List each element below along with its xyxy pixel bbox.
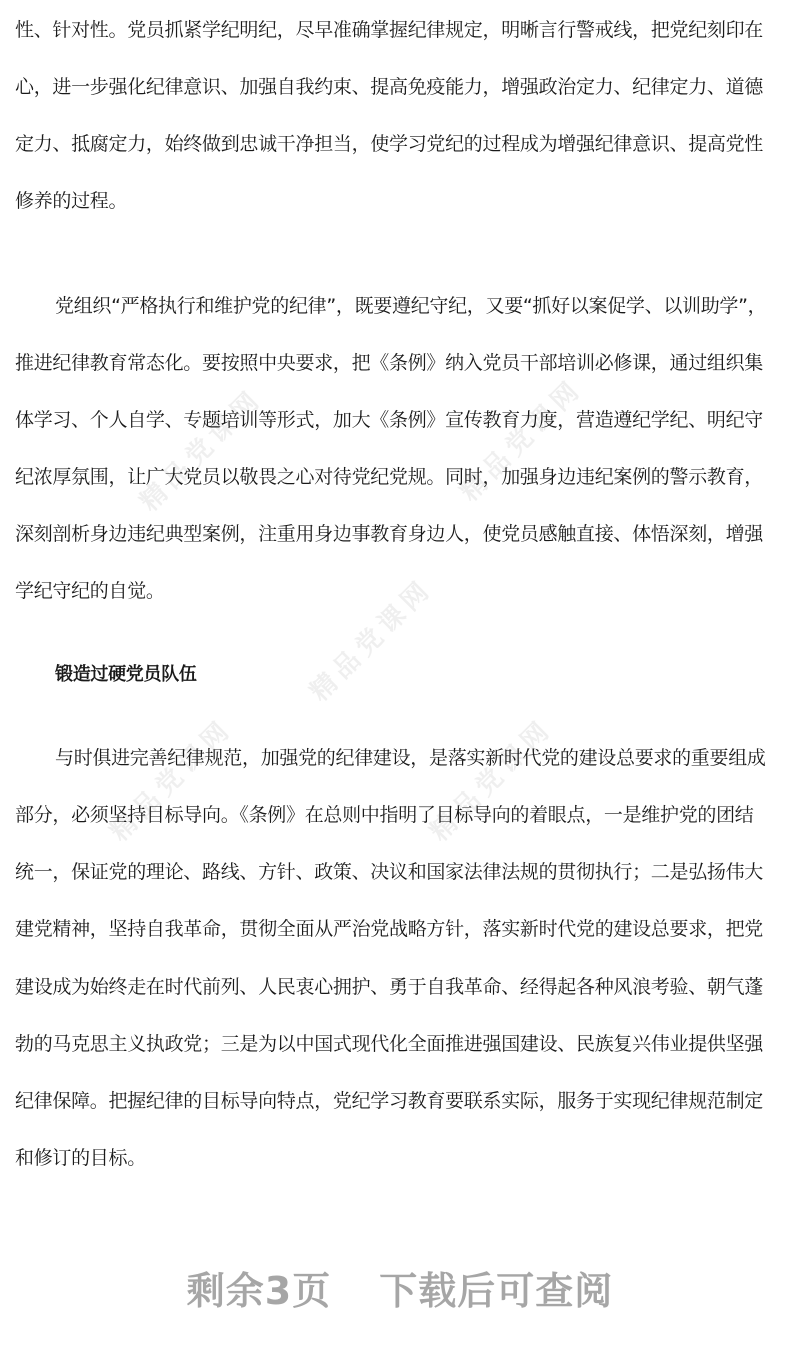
paragraph-line: 修养的过程。: [15, 190, 128, 212]
paragraph-line: 建设成为始终走在时代前列、人民衷心拥护、勇于自我革命、经得起各种风浪考验、朝气蓬: [15, 976, 764, 998]
paragraph-line: 深刻剖析身边违纪典型案例，注重用身边事教育身边人，使党员感触直接、体悟深刻，增强: [15, 523, 764, 545]
watermark: 精品党课网: [104, 713, 239, 848]
paragraph-line: 心，进一步强化纪律意识、加强自我约束、提高免疫能力，增强政治定力、纪律定力、道德: [15, 76, 764, 98]
paragraph-line: 党组织“严格执行和维护党的纪律”，既要遵纪守纪，又要“抓好以案促学、以训助学”，: [55, 295, 767, 317]
watermark: 精品党课网: [134, 383, 269, 518]
paragraph-line: 部分，必须坚持目标导向。《条例》在总则中指明了目标导向的着眼点，一是维护党的团结: [15, 804, 754, 826]
watermark: 精品党课网: [304, 573, 439, 708]
paragraph-line: 学纪守纪的自觉。: [15, 580, 165, 602]
paragraph-line: 推进纪律教育常态化。要按照中央要求，把《条例》纳入党员干部培训必修课，通过组织集: [15, 352, 764, 374]
paragraph-line: 和修订的目标。: [15, 1147, 146, 1169]
paragraph-line: 建党精神，坚持自我革命，贯彻全面从严治党战略方针，落实新时代党的建设总要求，把党: [15, 918, 764, 940]
paragraph-line: 纪浓厚氛围，让广大党员以敬畏之心对待党纪党规。同时，加强身边违纪案例的警示教育，: [15, 466, 764, 488]
watermark: 精品党课网: [424, 713, 559, 848]
download-prompt[interactable]: [0, 1260, 800, 1315]
paragraph-line: 统一，保证党的理论、路线、方针、政策、决议和国家法律法规的贯彻执行；二是弘扬伟大: [15, 861, 764, 883]
download-to-view-label: 下载后可查阅: [379, 1269, 614, 1313]
paragraph-line: 体学习、个人自学、专题培训等形式，加大《条例》宣传教育力度，营造遵纪学纪、明纪守: [15, 409, 764, 431]
paragraph-line: 勃的马克思主义执政党；三是为以中国式现代化全面推进强国建设、民族复兴伟业提供坚强: [15, 1033, 764, 1055]
watermark: 精品党课网: [454, 373, 589, 508]
paragraph-line: 定力、抵腐定力，始终做到忠诚干净担当，使学习党纪的过程成为增强纪律意识、提高党性: [15, 133, 764, 155]
paragraph-line: 与时俱进完善纪律规范，加强党的纪律建设，是落实新时代党的建设总要求的重要组成: [55, 747, 766, 769]
paragraph-line: 纪律保障。把握纪律的目标导向特点，党纪学习教育要联系实际，服务于实现纪律规范制定: [15, 1090, 764, 1112]
paragraph-line: 性、针对性。党员抓紧学纪明纪，尽早准确掌握纪律规定，明晰言行警戒线，把党纪刻印在: [15, 19, 764, 41]
remaining-pages-label: 剩余3页: [186, 1269, 332, 1313]
section-heading: 锻造过硬党员队伍: [55, 664, 197, 685]
